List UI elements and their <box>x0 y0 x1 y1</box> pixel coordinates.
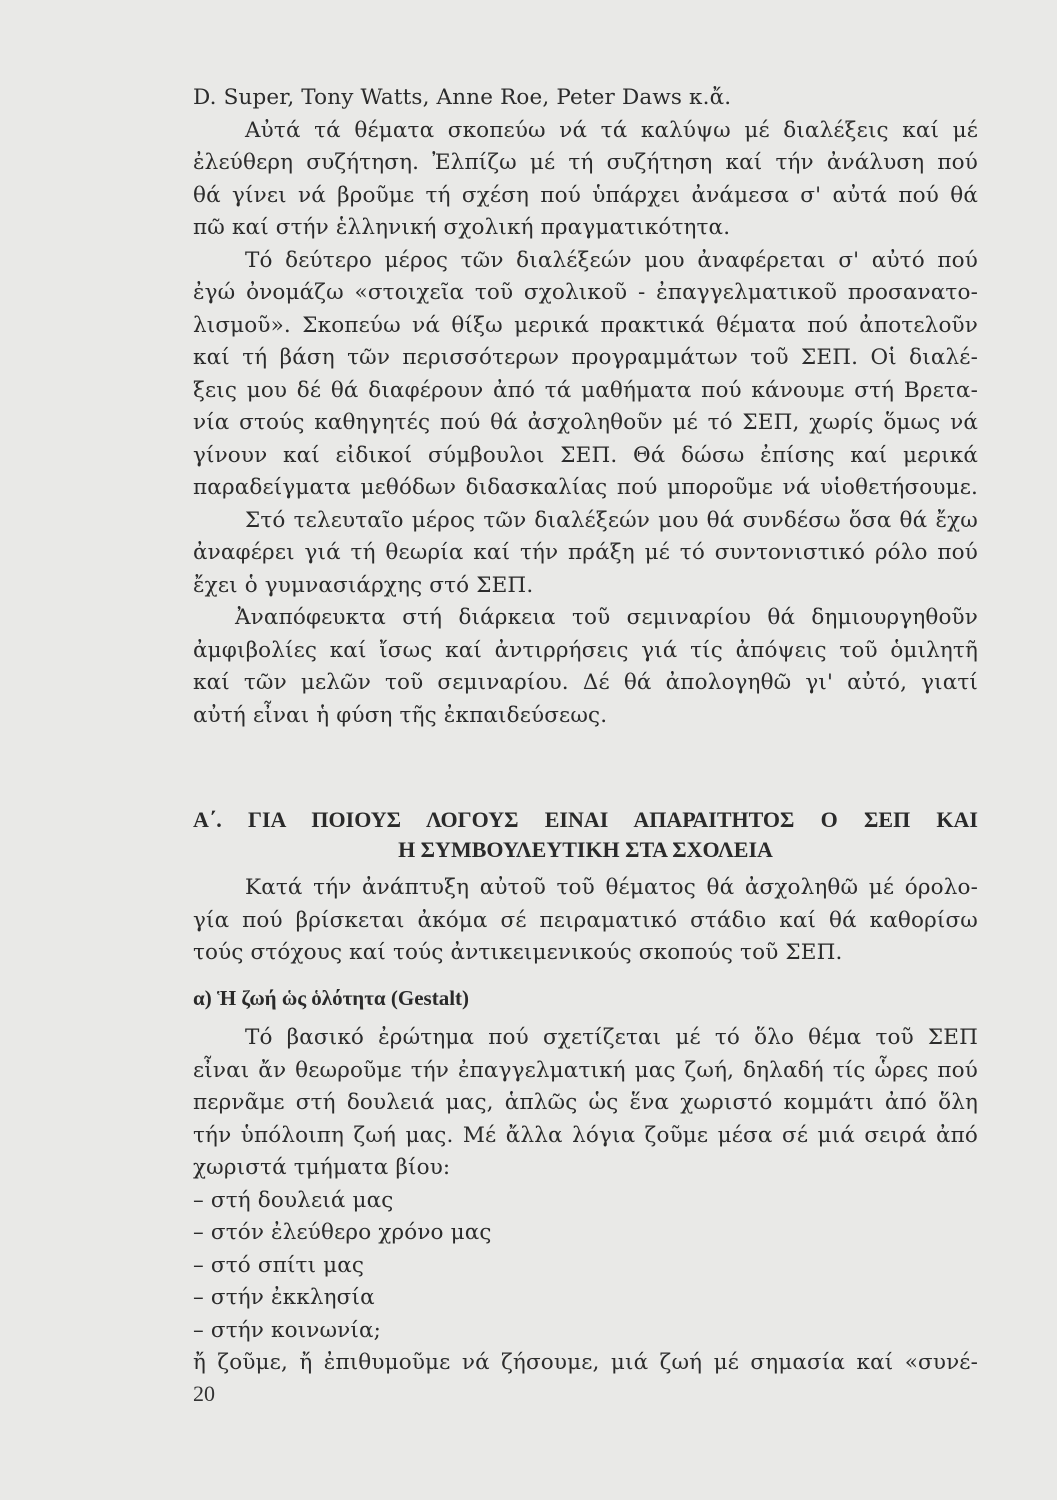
text-line: πῶ καί στήν ἑλληνική σχολική πραγματικότητα. <box>193 215 731 240</box>
text-line: αὐτή εἶναι ἡ φύση τῆς ἐκπαιδεύσεως. <box>193 702 608 728</box>
text-line: Κατά τήν ἀνάπτυξη αὐτοῦ τοῦ θέματος θά ἀσχοληθῶ μέ όρολο- <box>245 875 978 900</box>
list-item: – στό σπίτι μας <box>193 1252 365 1278</box>
text-line: ἐλεύθερη συζήτηση. Ἐλπίζω μέ τή συζήτηση καί τήν ἀνάλυση πού <box>193 150 978 175</box>
text-line: ἀμφιβολίες καί ἴσως καί ἀντιρρήσεις γιά τίς ἀπόψεις τοῦ ὁμιλητῆ <box>193 637 978 663</box>
text-line: ξεις μου δέ θά διαφέρουν ἀπό τά μαθήματα πού κάνουμε στή Βρετα- <box>193 377 978 403</box>
section-intro-paragraph <box>193 872 978 970</box>
text-line: τήν ὑπόλοιπη ζωή μας. Μέ ἄλλα λόγια ζοῦμε μέσα σέ μιά σειρά ἀπό <box>193 1122 978 1148</box>
text-line: καί τή βάση τῶν περισσότερων προγραμμάτων τοῦ ΣΕΠ. Οἱ διαλέ- <box>193 345 978 370</box>
text-line: Τό βασικό ἐρώτημα πού σχετίζεται μέ τό ὅλο θέμα τοῦ ΣΕΠ <box>245 1025 978 1050</box>
intro-paragraphs <box>193 82 978 732</box>
list-item: – στή δουλειά μας <box>193 1187 394 1213</box>
text-line: D. Super, Tony Watts, Anne Roe, Peter Daws κ.ἄ. <box>193 85 732 110</box>
text-line: λισμοῦ». Σκοπεύω νά θίξω μερικά πρακτικά θέματα πού ἀποτελοῦν <box>193 312 978 338</box>
text-line: Τό δεύτερο μέρος τῶν διαλέξεών μου ἀναφέρεται σ' αὐτό πού <box>245 247 978 273</box>
text-line: εἶναι ἄν θεωροῦμε τήν ἐπαγγελματική μας ζωή, δηλαδή τίς ὧρες πού <box>193 1057 978 1083</box>
list-item: – στόν ἐλεύθερο χρόνο μας <box>193 1220 492 1245</box>
text-line: γία πού βρίσκεται ἀκόμα σέ πειραματικό στάδιο καί θά καθορίσω <box>193 907 978 933</box>
text-line: καί τῶν μελῶν τοῦ σεμιναρίου. Δέ θά ἀπολογηθῶ γι' αὐτό, γιατί <box>193 670 978 695</box>
text-line: νία στούς καθηγητές πού θά ἀσχοληθοῦν μέ τό ΣΕΠ, χωρίς ὅμως νά <box>193 410 978 435</box>
text-line: ἐγώ ὀνομάζω «στοιχεῖα τοῦ σχολικοῦ - ἐπαγγελματικοῦ προσανατο- <box>193 280 978 305</box>
text-line: περνᾶμε στή δουλειά μας, ἁπλῶς ὡς ἕνα χωριστό κομμάτι ἀπό ὅλη <box>193 1090 978 1115</box>
section-heading <box>193 805 978 865</box>
list-item: – στήν ἐκκλησία <box>193 1285 375 1310</box>
list-item: – στήν κοινωνία; <box>193 1317 382 1343</box>
text-line: Στό τελευταῖο μέρος τῶν διαλέξεών μου θά συνδέσω ὅσα θά ἔχω <box>245 507 978 533</box>
subsection-heading: α) Ἡ ζωή ὡς ὁλότητα (Gestalt) <box>193 986 470 1010</box>
text-line: ἀναφέρει γιά τή θεωρία καί τήν πράξη μέ τό συντονιστικό ρόλο πού <box>193 540 978 565</box>
section-heading-line-2: Η ΣΥΜΒΟΥΛΕΥΤΙΚΗ ΣΤΑ ΣΧΟΛΕΙΑ <box>398 837 773 862</box>
text-line: γίνουν καί εἰδικοί σύμβουλοι ΣΕΠ. Θά δώσω ἐπίσης καί μερικά <box>193 442 978 468</box>
text-line: Αὐτά τά θέματα σκοπεύω νά τά καλύψω μέ διαλέξεις καί μέ <box>245 117 978 143</box>
text-line: ἔχει ὁ γυμνασιάρχης στό ΣΕΠ. <box>193 572 534 598</box>
text-line: ἤ ζοῦμε, ἤ ἐπιθυμοῦμε νά ζήσουμε, μιά ζωή μέ σημασία καί «συνέ- <box>193 1350 978 1375</box>
text-line: θά γίνει νά βροῦμε τή σχέση πού ὑπάρχει ἀνάμεσα σ' αὐτά πού θά <box>193 182 978 208</box>
text-line: χωριστά τμήματα βίου: <box>193 1155 451 1180</box>
subsection-paragraph <box>193 1022 978 1380</box>
text-line: παραδείγματα μεθόδων διδασκαλίας πού μποροῦμε νά υἱοθετήσουμε. <box>193 475 978 500</box>
section-heading-line-1: Α΄. ΓΙΑ ΠΟΙΟΥΣ ΛΟΓΟΥΣ ΕΙΝΑΙ ΑΠΑΡΑΙΤΗΤΟΣ Ο ΣΕΠ ΚΑΙ <box>193 807 978 832</box>
text-line: Ἀναπόφευκτα στή διάρκεια τοῦ σεμιναρίου θά δημιουργηθοῦν <box>235 605 978 630</box>
page-number: 20 <box>193 1381 215 1406</box>
text-line: τούς στόχους καί τούς ἀντικειμενικούς σκοπούς τοῦ ΣΕΠ. <box>193 940 843 965</box>
